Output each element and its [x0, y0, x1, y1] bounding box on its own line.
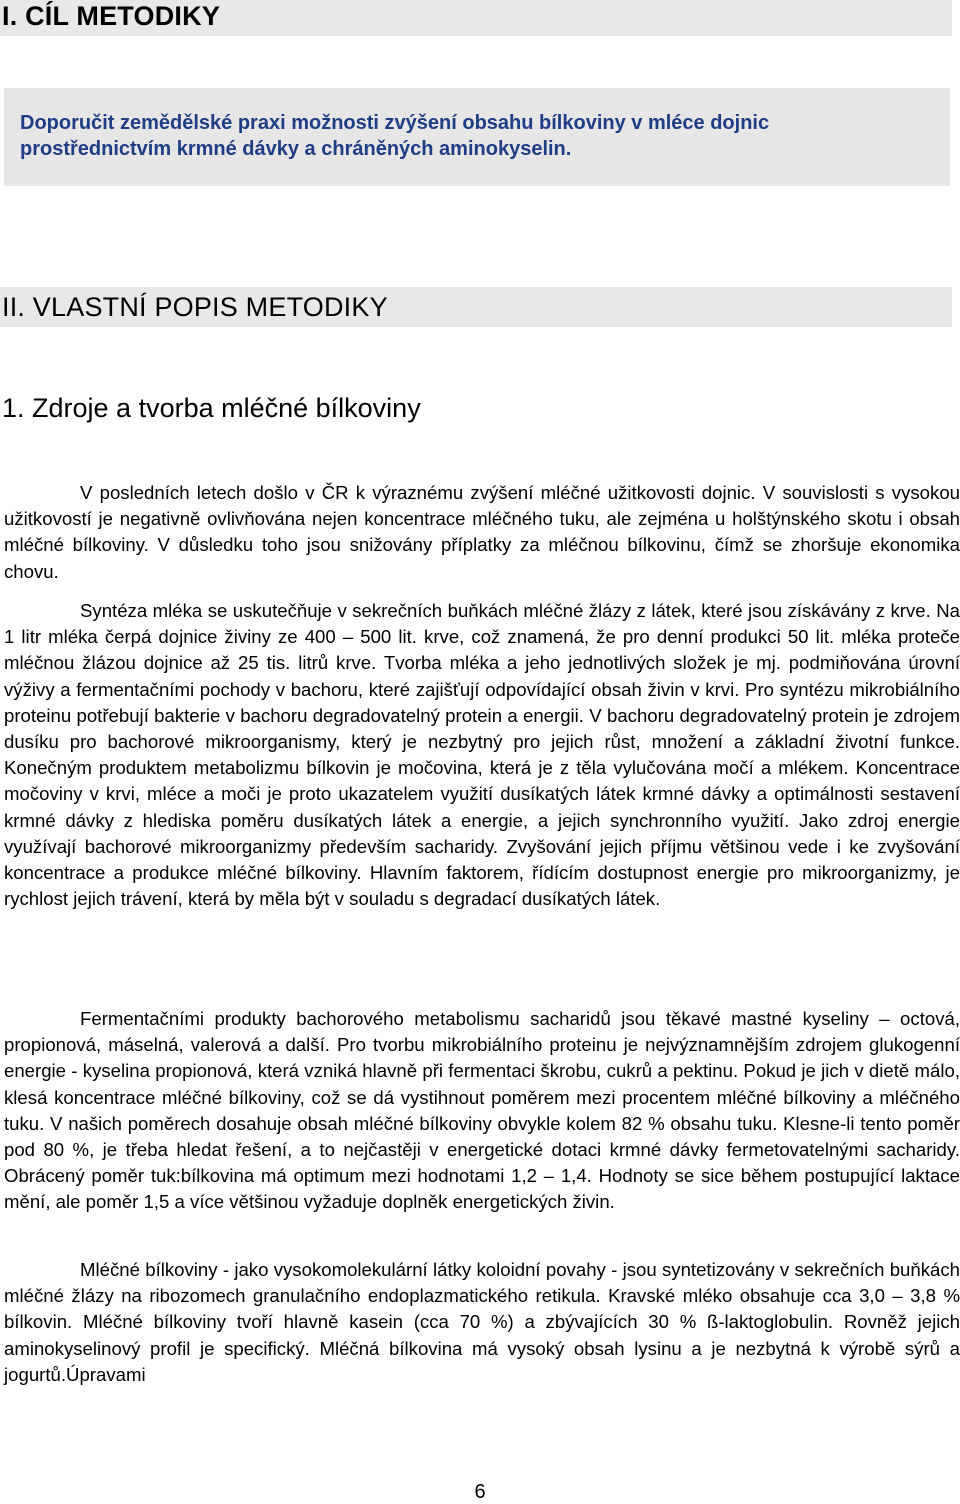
paragraph-4: Mléčné bílkoviny - jako vysokomolekulární látky koloidní povahy - jsou syntetizovány v sekrečních buňkách mléčné žlázy na ribozomech granulačního endoplazmatického retikula. Kravské mléko obsahuje cca 3,0 – 3,8 % bílkovin. Mléčné bílkoviny tvoří hlavně kasein (cca 70 %) a zbývajících 30 % ß-laktoglobulin. Rovněž jejich aminokyselinový profil je specifický. Mléčná bílkovina má vysoký obsah lysinu a je nezbytná k výrobě sýrů a jogurtů.Úpravami — [4, 1259, 960, 1385]
paragraph-2: Syntéza mléka se uskutečňuje v sekrečních buňkách mléčné žlázy z látek, které jsou získávány z krve. Na 1 litr mléka čerpá dojnice živiny ze 400 – 500 lit. krve, což znamená, že pro denní produkci 50 lit. mléka proteče mléčnou žlázou dojnice až 25 tis. litrů krve. Tvorba mléka a jeho jednotlivých složek je mj. podmiňována úrovní výživy a fermentačními pochody v bachoru, které zajišťují odpovídající obsah živin v krvi. Pro syntézu mikrobiálního proteinu potřebují bakterie v bachoru degradovatelný protein a energii. V bachoru degradovatelný protein je zdrojem dusíku pro bachorové mikroorganismy, který je nezbytný pro jejich růst, množení a základní životní funkce. Konečným produktem metabolizmu bílkovin je močovina, která je z těla vylučována močí a mlékem. Koncentrace močoviny v krvi, mléce a moči je proto ukazatelem využití dusíkatých látek krmné dávky a optimálnosti sestavení krmné dávky z hlediska poměru dusíkatých látek a energie, a jejich synchronního využití. Jako zdroj energie využívají bachorové mikroorganizmy především sacharidy. Zvyšování jejich příjmu většinou vede i ke zvyšování koncentrace a produkce mléčné bílkoviny. Hlavním faktorem, řídícím dostupnost energie pro mikroorganizmy, je rychlost jejich trávení, která by měla být v souladu s degradací dusíkatých látek. — [4, 600, 960, 910]
section-heading-methodology: II. VLASTNÍ POPIS METODIKY — [2, 292, 388, 322]
paragraph-3: Fermentačními produkty bachorového metabolismu sacharidů jsou těkavé mastné kyseliny – octová, propionová, máselná, valerová a další. Pro tvorbu mikrobiálního proteinu je nejvýznamnějším zdrojem glukogenní energie - kyselina propionová, která vzniká hlavně při fermentaci škrobu, cukrů a pektinu. Pokud je jich v dietě málo, klesá koncentrace mléčné bílkoviny, což se dá vystihnout poměrem mezi procentem mléčné bílkoviny a mléčného tuku. V našich poměrech dosahuje obsah mléčné bílkoviny obvykle kolem 82 % obsahu tuku. Klesne-li tento poměr pod 80 %, je třeba hledat řešení, a to nejčastěji v energetické dotaci krmné dávky fermetovatelnými sacharidy. Obrácený poměr tuk:bílkovina má optimum mezi hodnotami 1,2 – 1,4. Hodnoty se sice během postupující laktace mění, ale poměr 1,5 a více většinou vyžaduje doplněk energetických živin. — [4, 1008, 960, 1213]
section-heading-goal: I. CÍL METODIKY — [2, 1, 221, 31]
page-number: 6 — [474, 1481, 486, 1503]
goal-text: Doporučit zemědělské praxi možnosti zvýšení obsahu bílkoviny v mléce dojnic prostřednictvím krmné dávky a chráněných aminokyselin. — [20, 112, 770, 160]
subsection-heading: 1. Zdroje a tvorba mléčné bílkoviny — [2, 393, 421, 423]
paragraph-1: V posledních letech došlo v ČR k výraznému zvýšení mléčné užitkovosti dojnic. V souvislosti s vysokou užitkovostí je negativně ovlivňována nejen koncentrace mléčného tuku, ale zejména u holštýnského skotu i obsah mléčné bílkoviny. V důsledku toho jsou snižovány příplatky za mléčnou bílkovinu, čímž se zhoršuje ekonomika chovu. — [4, 482, 960, 582]
